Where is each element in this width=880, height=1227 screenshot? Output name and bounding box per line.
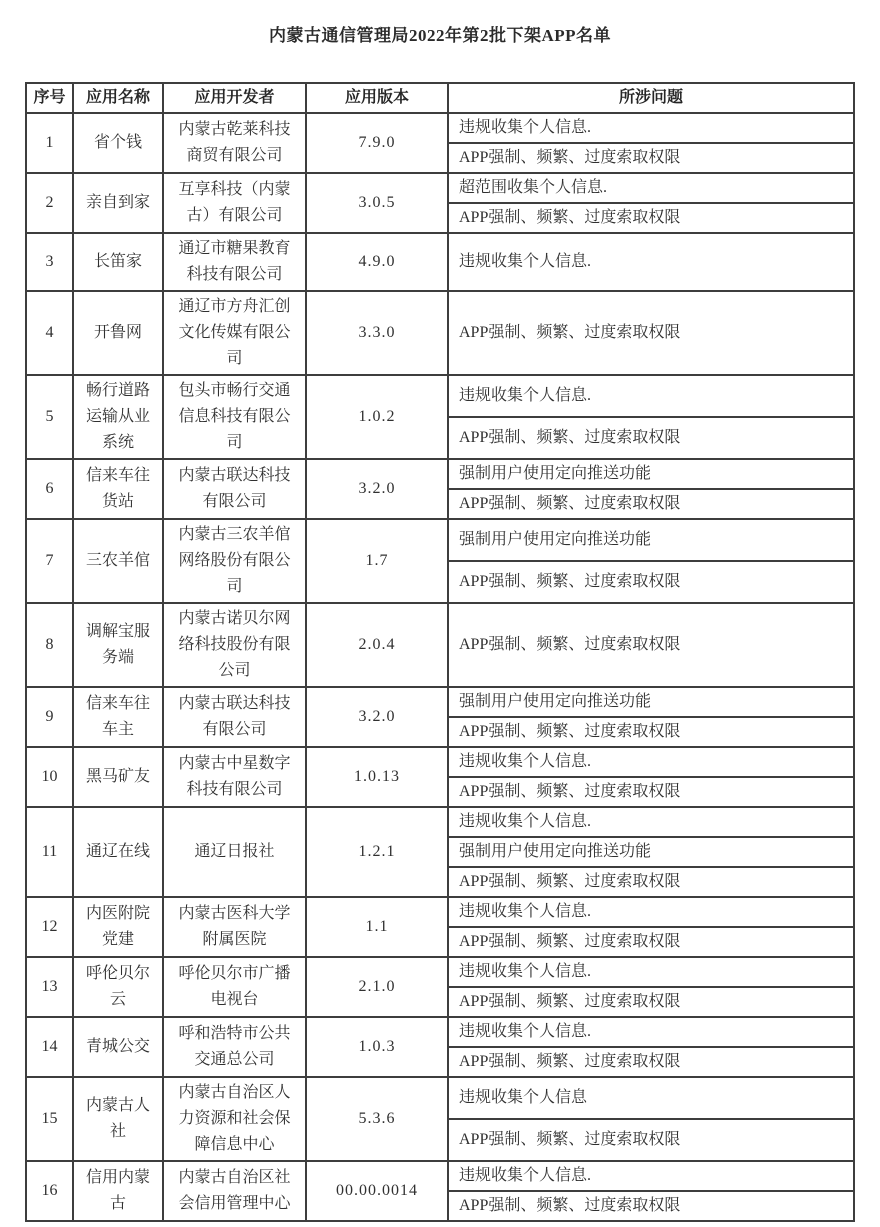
cell-issue: APP强制、频繁、过度索取权限: [448, 1047, 854, 1077]
cell-developer: 内蒙古联达科技有限公司: [163, 687, 306, 747]
cell-developer: 互享科技（内蒙古）有限公司: [163, 173, 306, 233]
cell-issue: APP强制、频繁、过度索取权限: [448, 489, 854, 519]
cell-app-name: 信用内蒙古: [73, 1161, 163, 1221]
cell-developer: 通辽日报社: [163, 807, 306, 897]
table-row: [26, 1017, 854, 1047]
cell-app-name: 长笛家: [73, 233, 163, 291]
cell-issue: 违规收集个人信息.: [448, 375, 854, 417]
cell-developer: 通辽市方舟汇创文化传媒有限公司: [163, 291, 306, 375]
app-table-body: [26, 113, 854, 1221]
cell-issue: 强制用户使用定向推送功能: [448, 837, 854, 867]
cell-app-name: 青城公交: [73, 1017, 163, 1077]
cell-no: 11: [26, 807, 73, 897]
cell-no: 8: [26, 603, 73, 687]
cell-issue: 违规收集个人信息.: [448, 957, 854, 987]
cell-version: 2.1.0: [306, 957, 448, 1017]
cell-app-name: 三农羊倌: [73, 519, 163, 603]
cell-no: 14: [26, 1017, 73, 1077]
cell-developer: 呼伦贝尔市广播电视台: [163, 957, 306, 1017]
cell-developer: 内蒙古三农羊倌网络股份有限公司: [163, 519, 306, 603]
cell-no: 1: [26, 113, 73, 173]
cell-no: 7: [26, 519, 73, 603]
table-row: [26, 747, 854, 777]
cell-version: 1.0.2: [306, 375, 448, 459]
cell-issue: 强制用户使用定向推送功能: [448, 519, 854, 561]
cell-version: 00.00.0014: [306, 1161, 448, 1221]
cell-version: 1.0.3: [306, 1017, 448, 1077]
cell-version: 3.3.0: [306, 291, 448, 375]
cell-issue: 违规收集个人信息.: [448, 897, 854, 927]
cell-issue: APP强制、频繁、过度索取权限: [448, 987, 854, 1017]
cell-issue: 强制用户使用定向推送功能: [448, 687, 854, 717]
cell-no: 3: [26, 233, 73, 291]
delisted-apps-table: [25, 82, 855, 1222]
cell-app-name: 黑马矿友: [73, 747, 163, 807]
cell-version: 7.9.0: [306, 113, 448, 173]
cell-issue: APP强制、频繁、过度索取权限: [448, 203, 854, 233]
cell-no: 2: [26, 173, 73, 233]
cell-developer: 内蒙古乾莱科技商贸有限公司: [163, 113, 306, 173]
cell-issue: 违规收集个人信息: [448, 1077, 854, 1119]
cell-developer: 内蒙古自治区人力资源和社会保障信息中心: [163, 1077, 306, 1161]
cell-issue: 违规收集个人信息.: [448, 807, 854, 837]
cell-version: 4.9.0: [306, 233, 448, 291]
cell-issue: APP强制、频繁、过度索取权限: [448, 927, 854, 957]
cell-no: 10: [26, 747, 73, 807]
cell-issue: APP强制、频繁、过度索取权限: [448, 143, 854, 173]
cell-issue: 强制用户使用定向推送功能: [448, 459, 854, 489]
table-row: [26, 1161, 854, 1191]
header-cell-name: 应用名称: [73, 83, 163, 113]
cell-app-name: 呼伦贝尔云: [73, 957, 163, 1017]
table-row: [26, 173, 854, 203]
cell-no: 4: [26, 291, 73, 375]
cell-version: 2.0.4: [306, 603, 448, 687]
table-row: [26, 375, 854, 417]
cell-no: 13: [26, 957, 73, 1017]
cell-app-name: 亲自到家: [73, 173, 163, 233]
cell-issue: APP强制、频繁、过度索取权限: [448, 417, 854, 459]
cell-app-name: 内医附院党建: [73, 897, 163, 957]
cell-developer: 内蒙古自治区社会信用管理中心: [163, 1161, 306, 1221]
cell-version: 1.0.13: [306, 747, 448, 807]
cell-no: 9: [26, 687, 73, 747]
cell-issue: 超范围收集个人信息.: [448, 173, 854, 203]
table-row: [26, 957, 854, 987]
table-row: [26, 807, 854, 837]
cell-app-name: 调解宝服务端: [73, 603, 163, 687]
table-row: [26, 291, 854, 375]
cell-no: 15: [26, 1077, 73, 1161]
cell-issue: APP强制、频繁、过度索取权限: [448, 867, 854, 897]
cell-developer: 内蒙古诺贝尔网络科技股份有限公司: [163, 603, 306, 687]
page-title: 内蒙古通信管理局2022年第2批下架APP名单: [268, 26, 612, 45]
header-cell-issues: 所涉问题: [448, 83, 854, 113]
cell-version: 1.2.1: [306, 807, 448, 897]
cell-version: 3.0.5: [306, 173, 448, 233]
cell-issue: 违规收集个人信息.: [448, 747, 854, 777]
cell-issue: APP强制、频繁、过度索取权限: [448, 603, 854, 687]
cell-app-name: 信来车往车主: [73, 687, 163, 747]
table-header: [26, 83, 854, 113]
cell-no: 5: [26, 375, 73, 459]
cell-no: 6: [26, 459, 73, 519]
cell-developer: 内蒙古医科大学附属医院: [163, 897, 306, 957]
cell-version: 3.2.0: [306, 459, 448, 519]
cell-issue: APP强制、频繁、过度索取权限: [448, 717, 854, 747]
cell-issue: 违规收集个人信息.: [448, 1161, 854, 1191]
cell-issue: 违规收集个人信息.: [448, 1017, 854, 1047]
cell-version: 1.1: [306, 897, 448, 957]
table-row: [26, 519, 854, 561]
header-cell-no: 序号: [26, 83, 73, 113]
table-row: [26, 233, 854, 291]
cell-app-name: 省个钱: [73, 113, 163, 173]
cell-issue: APP强制、频繁、过度索取权限: [448, 1191, 854, 1221]
header-row: [26, 83, 854, 113]
cell-issue: APP强制、频繁、过度索取权限: [448, 777, 854, 807]
cell-issue: APP强制、频繁、过度索取权限: [448, 1119, 854, 1161]
cell-developer: 内蒙古联达科技有限公司: [163, 459, 306, 519]
header-cell-developer: 应用开发者: [163, 83, 306, 113]
table-row: [26, 113, 854, 143]
cell-version: 3.2.0: [306, 687, 448, 747]
table-row: [26, 897, 854, 927]
cell-version: 1.7: [306, 519, 448, 603]
header-cell-version: 应用版本: [306, 83, 448, 113]
cell-issue: 违规收集个人信息.: [448, 113, 854, 143]
table-row: [26, 459, 854, 489]
table-row: [26, 1077, 854, 1119]
cell-no: 12: [26, 897, 73, 957]
cell-developer: 内蒙古中星数字科技有限公司: [163, 747, 306, 807]
cell-issue: 违规收集个人信息.: [448, 233, 854, 291]
cell-app-name: 畅行道路运输从业系统: [73, 375, 163, 459]
cell-developer: 通辽市糖果教育科技有限公司: [163, 233, 306, 291]
cell-issue: APP强制、频繁、过度索取权限: [448, 561, 854, 603]
table-row: [26, 687, 854, 717]
cell-developer: 包头市畅行交通信息科技有限公司: [163, 375, 306, 459]
cell-app-name: 内蒙古人社: [73, 1077, 163, 1161]
table-row: [26, 603, 854, 687]
cell-app-name: 通辽在线: [73, 807, 163, 897]
cell-version: 5.3.6: [306, 1077, 448, 1161]
cell-app-name: 信来车往货站: [73, 459, 163, 519]
cell-issue: APP强制、频繁、过度索取权限: [448, 291, 854, 375]
cell-app-name: 开鲁网: [73, 291, 163, 375]
cell-developer: 呼和浩特市公共交通总公司: [163, 1017, 306, 1077]
cell-no: 16: [26, 1161, 73, 1221]
